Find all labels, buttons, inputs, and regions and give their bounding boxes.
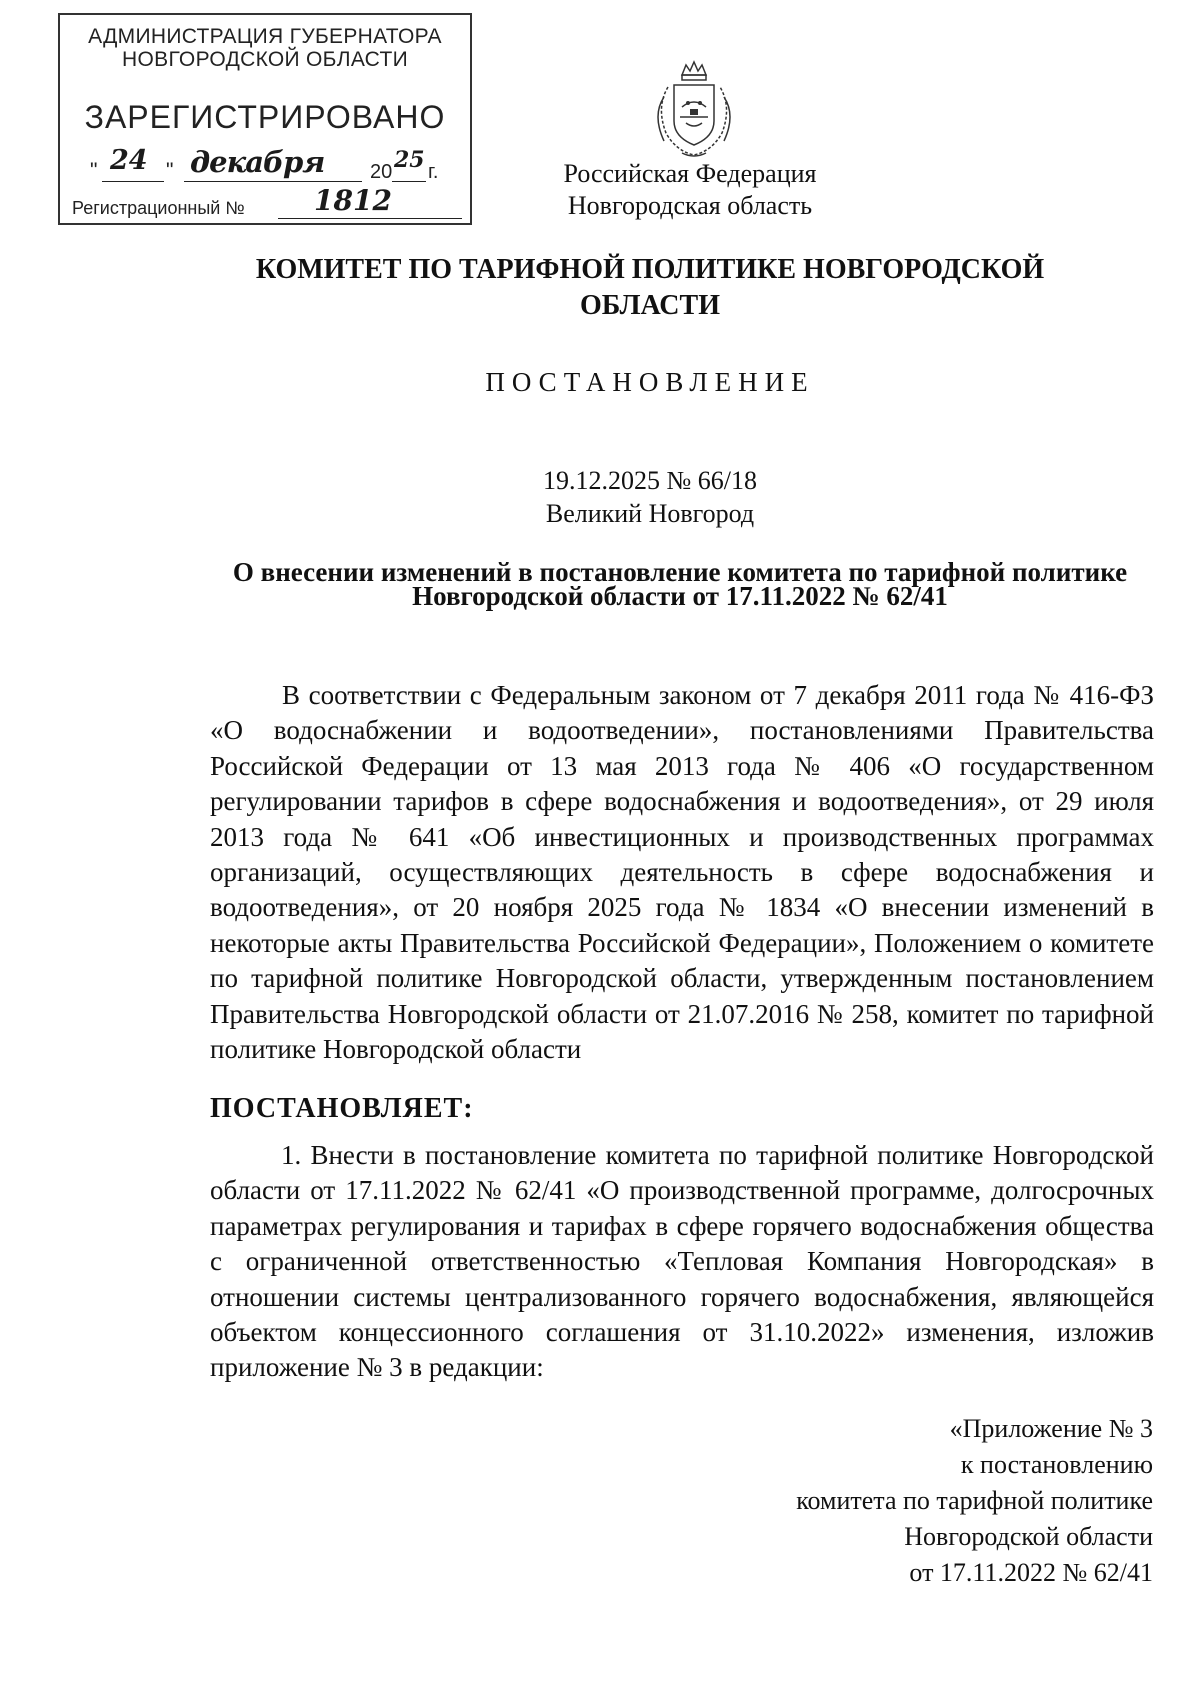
- document-type: ПОСТАНОВЛЕНИЕ: [485, 367, 815, 397]
- appendix-line5: от 17.11.2022 № 62/41: [909, 1558, 1153, 1587]
- stamp-reg-line: [278, 218, 462, 219]
- stamp-year-line: [392, 181, 426, 182]
- coat-of-arms-graphic: [646, 57, 742, 161]
- country-header: [540, 158, 840, 222]
- committee-title-line1: КОМИТЕТ ПО ТАРИФНОЙ ПОЛИТИКЕ НОВГОРОДСКОЙ: [255, 254, 1045, 285]
- appendix-reference: [600, 1411, 1153, 1591]
- registration-stamp: [58, 13, 472, 225]
- stamp-year-mark: г.: [428, 161, 439, 183]
- coat-of-arms-icon: [646, 57, 742, 161]
- stamp-year-prefix: 20: [370, 161, 393, 183]
- item-1-paragraph: 1. Внести в постановление комитета по тарифной политике Новгородской области от 17.11.2022 № 62/41 «О производственной программе, долгосрочных параметрах регулирования и тарифах в сфере горячего водоснабжения общества с ограниченной ответственностью «Тепловая Компания Новгородская» в отношении системы централизованного горячего водоснабжения, являющейся объектом концессионного соглашения от 31.10.2022» изменения, изложив приложение № 3 в редакции:: [210, 1140, 1154, 1383]
- stamp-month-line: [184, 181, 362, 182]
- appendix-line1: «Приложение № 3: [949, 1414, 1153, 1443]
- subject-line1: О внесении изменений в постановление комитета по тарифной политике: [232, 557, 1128, 587]
- decree-heading: ПОСТАНОВЛЯЕТ:: [210, 1093, 474, 1124]
- stamp-quote-open: ": [90, 159, 98, 182]
- document-subject: [200, 557, 1160, 611]
- region-name: Новгородская область: [567, 191, 813, 220]
- stamp-quote-close: ": [166, 159, 174, 182]
- stamp-reg-label: Регистрационный №: [72, 198, 245, 218]
- subject-line2: Новгородской области от 17.11.2022 № 62/41: [412, 581, 948, 611]
- stamp-month-handwritten: декабря: [190, 145, 325, 179]
- stamp-registration-row: [72, 184, 472, 219]
- stamp-status: ЗАРЕГИСТРИРОВАНО: [84, 99, 446, 135]
- stamp-org-line2: НОВГОРОДСКОЙ ОБЛАСТИ: [122, 48, 408, 71]
- preamble-paragraph: В соответствии с Федеральным законом от 7 декабря 2011 года № 416-ФЗ «О водоснабжении и водоотведении», постановлениями Правительства Российской Федерации от 13 мая 2013 года № 406 «О государственном регулировании тарифов в сфере водоснабжения и водоотведения», от 29 июля 2013 года № 641 «Об инвестиционных и производственных программах организаций, осуществляющих деятельность в сфере водоснабжения и водоотведения», от 20 ноября 2025 года № 1834 «О внесении изменений в некоторые акты Правительства Российской Федерации», Положением о комитете по тарифной политике Новгородской области, утвержденным постановлением Правительства Новгородской области от 21.07.2016 № 258, комитет по тарифной политике Новгородской области: [210, 680, 1154, 1065]
- document-date-number: 19.12.2025 № 66/18: [542, 466, 758, 495]
- stamp-day-line: [102, 181, 164, 182]
- document-city: Великий Новгород: [545, 499, 755, 528]
- appendix-line3: комитета по тарифной политике: [796, 1486, 1153, 1515]
- document-date-block: [450, 464, 850, 530]
- stamp-date: [90, 145, 470, 187]
- committee-title: [230, 252, 1070, 324]
- appendix-line4: Новгородской области: [904, 1522, 1153, 1551]
- country-name: Российская Федерация: [563, 159, 817, 188]
- stamp-organization: [60, 25, 470, 71]
- stamp-year-handwritten: 25: [394, 147, 425, 173]
- stamp-org-line1: АДМИНИСТРАЦИЯ ГУБЕРНАТОРА: [88, 25, 442, 48]
- appendix-line2: к постановлению: [960, 1450, 1153, 1479]
- stamp-reg-number-handwritten: 1812: [314, 184, 392, 217]
- stamp-day-handwritten: 24: [110, 145, 148, 176]
- committee-title-line2: ОБЛАСТИ: [580, 290, 720, 321]
